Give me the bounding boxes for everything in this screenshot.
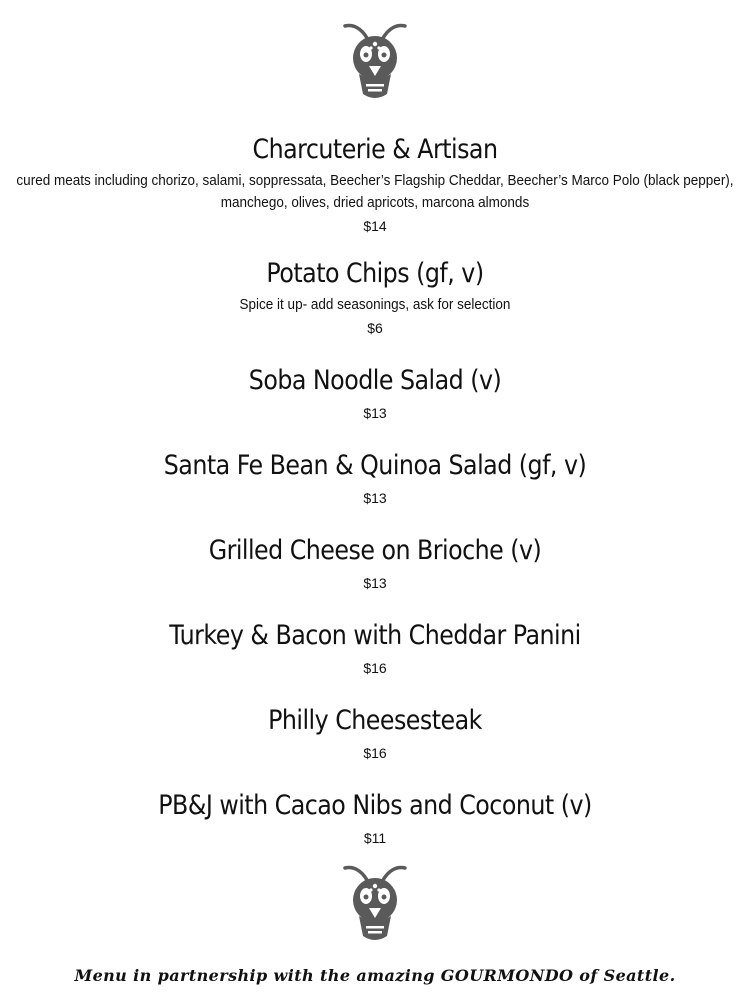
menu-item xyxy=(0,446,750,508)
menu-item-name: Santa Fe Bean & Quinoa Salad (gf, v) xyxy=(163,450,587,481)
menu-item-price: $13 xyxy=(363,490,387,506)
menu-item xyxy=(0,130,750,236)
menu-item-name: Turkey & Bacon with Cheddar Panini xyxy=(169,620,581,651)
cricket-head-logo-icon xyxy=(335,856,415,946)
menu-item xyxy=(0,531,750,593)
menu-item xyxy=(0,361,750,423)
menu-item-price: $16 xyxy=(363,660,387,676)
menu-item-price: $16 xyxy=(363,745,387,761)
menu-item-price: $14 xyxy=(363,218,387,234)
footer-credit: Menu in partnership with the amazing GOURMONDO of Seattle. xyxy=(74,966,676,985)
menu-item-description: Spice it up- add seasonings, ask for selection xyxy=(239,296,511,313)
menu-item-name: PB&J with Cacao Nibs and Coconut (v) xyxy=(158,790,592,821)
cricket-head-logo-icon xyxy=(335,14,415,104)
menu-item-name: Philly Cheesesteak xyxy=(268,705,482,736)
menu-item-name: Charcuterie & Artisan xyxy=(252,134,498,165)
menu-item-description: cured meats including chorizo, salami, soppressata, Beecher’s Flagship Cheddar, Beecher’s Marco Polo (black pepper), manchego, olives, dried apricots, marcona almonds xyxy=(16,172,734,211)
menu-item xyxy=(0,254,750,338)
menu-item-name: Soba Noodle Salad (v) xyxy=(248,365,502,396)
menu-item-price: $13 xyxy=(363,575,387,591)
menu-item-name: Grilled Cheese on Brioche (v) xyxy=(208,535,542,566)
menu-list xyxy=(0,130,750,848)
menu-item-price: $6 xyxy=(367,320,383,336)
menu-item xyxy=(0,701,750,763)
menu-item xyxy=(0,616,750,678)
menu-item-price: $13 xyxy=(363,405,387,421)
menu-item-name: Potato Chips (gf, v) xyxy=(266,258,484,289)
menu-item xyxy=(0,786,750,848)
menu-item-price: $11 xyxy=(363,830,387,846)
